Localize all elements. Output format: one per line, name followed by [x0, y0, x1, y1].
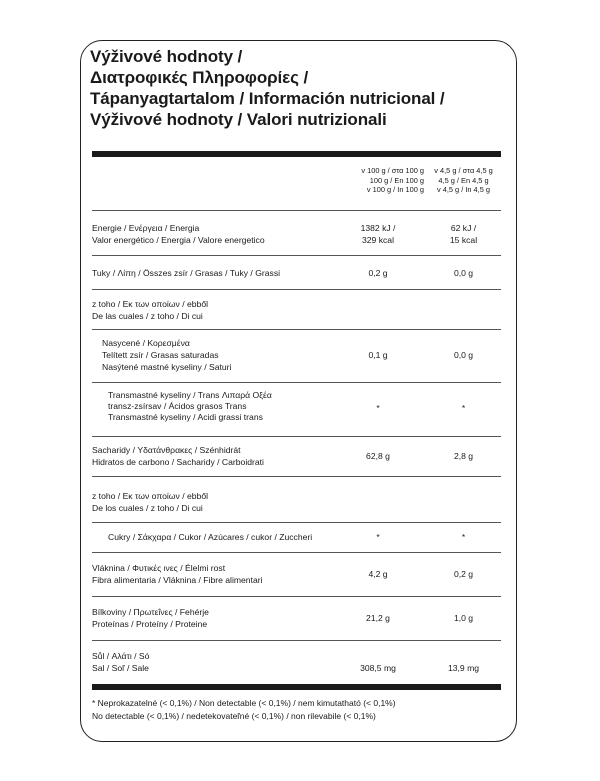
- row-protein: [92, 606, 501, 630]
- value-per-portion: 1,0 g: [453, 613, 474, 623]
- row-label: Cukry / Σάκχαρα / Cukor / Azúcares / cukor / Zuccheri: [108, 532, 313, 542]
- row-label: z toho / Εκ των οποίων / ebből De las cuales / z toho / Di cui: [92, 299, 209, 321]
- column-header-per-portion: v 4,5 g / στα 4,5 g 4,5 g / En 4,5 g v 4,5 g / In 4,5 g: [434, 166, 493, 194]
- title-line: Výživové hodnoty / Valori nutrizionali: [90, 110, 387, 129]
- value-per-100g: 1382 kJ / 329 kcal: [360, 223, 396, 245]
- value-per-100g: *: [376, 402, 380, 413]
- title-line: Výživové hodnoty /: [90, 47, 243, 66]
- row-label: Tuky / Λίπη / Összes zsír / Grasas / Tuky / Grassi: [92, 268, 281, 278]
- divider: [92, 210, 501, 211]
- value-per-portion: 2,8 g: [453, 451, 474, 461]
- divider: [92, 522, 501, 523]
- row-sugars: [92, 531, 501, 545]
- row-label: Energie / Ενέργεια / Energia Valor energético / Energia / Valore energetico: [92, 223, 265, 245]
- divider: [92, 329, 501, 330]
- top-thick-rule: [92, 151, 501, 157]
- divider: [92, 640, 501, 641]
- divider: [92, 382, 501, 383]
- divider: [92, 255, 501, 256]
- row-saturated-fat: [92, 337, 501, 373]
- column-header-per-100g: v 100 g / στα 100 g 100 g / En 100 g v 100 g / In 100 g: [361, 166, 424, 194]
- footnote: [92, 697, 512, 723]
- row-trans-fat: [92, 390, 501, 426]
- row-salt: [92, 650, 501, 676]
- value-per-portion: 0,2 g: [453, 569, 474, 579]
- value-per-portion: 62 kJ / 15 kcal: [449, 223, 478, 245]
- divider: [92, 552, 501, 553]
- divider: [92, 289, 501, 290]
- row-label: z toho / Εκ των οποίων / ebből De los cuales / z toho / Di cui: [92, 491, 209, 513]
- divider: [92, 476, 501, 477]
- row-label: Bílkoviny / Πρωτεΐνες / Fehérje Proteínas / Proteíny / Proteine: [92, 607, 209, 629]
- row-carbohydrates: [92, 444, 501, 468]
- nutrition-title: [90, 46, 510, 130]
- title-line: Tápanyagtartalom / Información nutricional /: [90, 89, 445, 108]
- value-per-portion: *: [461, 402, 466, 413]
- value-per-portion: 0,0 g: [453, 350, 474, 360]
- row-label: Sůl / Αλάτι / Só Sal / Soľ / Sale: [92, 651, 150, 673]
- value-per-portion: 13,9 mg: [447, 663, 480, 673]
- value-per-100g: 308,5 mg: [360, 663, 396, 673]
- row-fibre: [92, 562, 501, 586]
- value-per-portion: 0,0 g: [453, 268, 474, 278]
- bottom-thick-rule: [92, 684, 501, 690]
- footnote-line: No detectable (< 0,1%) / nedetekovateľné (< 0,1%) / non rilevabile (< 0,1%): [92, 711, 376, 721]
- value-per-100g: 62,8 g: [366, 451, 390, 461]
- value-per-portion: *: [461, 532, 466, 542]
- row-fat-of-which: [92, 298, 501, 322]
- row-label: Sacharidy / Υδατάνθρακες / Szénhidrát Hidratos de carbono / Sacharidy / Carboidrati: [92, 445, 264, 467]
- value-per-100g: 0,2 g: [368, 268, 388, 278]
- value-per-100g: 0,1 g: [368, 350, 388, 360]
- value-per-100g: 21,2 g: [366, 613, 390, 623]
- value-per-100g: 4,2 g: [368, 569, 388, 579]
- row-label: Vláknina / Φυτικές ινες / Élelmi rost Fibra alimentaria / Vláknina / Fibre alimentari: [92, 563, 263, 585]
- divider: [92, 596, 501, 597]
- row-label: Nasycené / Κορεσμένα Telített zsír / Grasas saturadas Nasýtené mastné kyseliny / Saturi: [102, 338, 232, 372]
- row-carbs-of-which: [92, 490, 501, 514]
- title-line: Διατροφικές Πληροφορίες /: [90, 68, 309, 87]
- divider: [92, 436, 501, 437]
- value-per-100g: *: [376, 532, 380, 542]
- row-fat: [92, 267, 501, 281]
- row-label: Transmastné kyseliny / Trans Λιπαρά Οξέα transz-zsírsav / Ácidos grasos Trans Transmastné kyseliny / Acidi grassi trans: [108, 390, 272, 422]
- footnote-line: * Neprokazatelné (< 0,1%) / Non detectable (< 0,1%) / nem kimutatható (< 0,1%): [92, 698, 396, 708]
- row-energy: [92, 222, 501, 248]
